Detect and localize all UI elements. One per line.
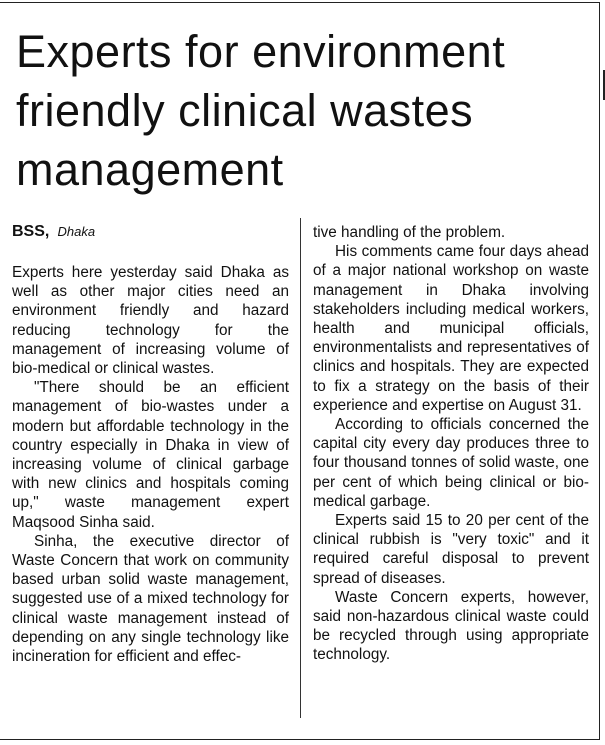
right-column — [313, 223, 589, 665]
byline-place: Dhaka — [57, 224, 96, 239]
paragraph: Experts here yesterday said Dhaka as well as other major cities need an environment friendly and hazard reducing technology for the management of increasing volume of bio-medical or clinical wastes. — [12, 264, 289, 378]
paragraph: "There should be an efficient management of bio-wastes under a modern but affordable technology in the country especially in Dhaka in view of increasing volume of clinical garbage with new clinics and hospitals coming up," waste management expert Maqsood Sinha said. — [12, 379, 289, 531]
paragraph: According to officials concerned the capital city every day produces three to four thousand tonnes of solid waste, one per cent of which being clinical or bio-medical garbage. — [313, 416, 589, 510]
left-column — [12, 263, 289, 666]
paragraph: Experts said 15 to 20 per cent of the clinical rubbish is "very toxic" and it required careful disposal to prevent spread of diseases. — [313, 512, 589, 587]
paragraph: Sinha, the executive director of Waste Concern that work on community based urban solid waste management, suggested use of a mixed technology for clinical waste management instead of depending on any single technology like incineration for efficient and effec- — [12, 532, 289, 666]
headline: Experts for environment friendly clinical wastes management — [16, 26, 506, 195]
column-divider — [300, 218, 301, 718]
byline — [12, 223, 95, 241]
byline-agency: BSS, — [12, 223, 50, 240]
paragraph: Waste Concern experts, however, said non-hazardous clinical waste could be recycled through using appropriate technology. — [313, 588, 589, 664]
paragraph: tive handling of the problem. — [313, 224, 506, 241]
paragraph: His comments came four days ahead of a major national workshop on waste management in Dhaka involving stakeholders including medical workers, health and municipal officials, environmentalists and representatives of clinics and hospitals. They are expected to fix a strategy on the basis of their experience and expertise on August 31. — [313, 243, 589, 414]
